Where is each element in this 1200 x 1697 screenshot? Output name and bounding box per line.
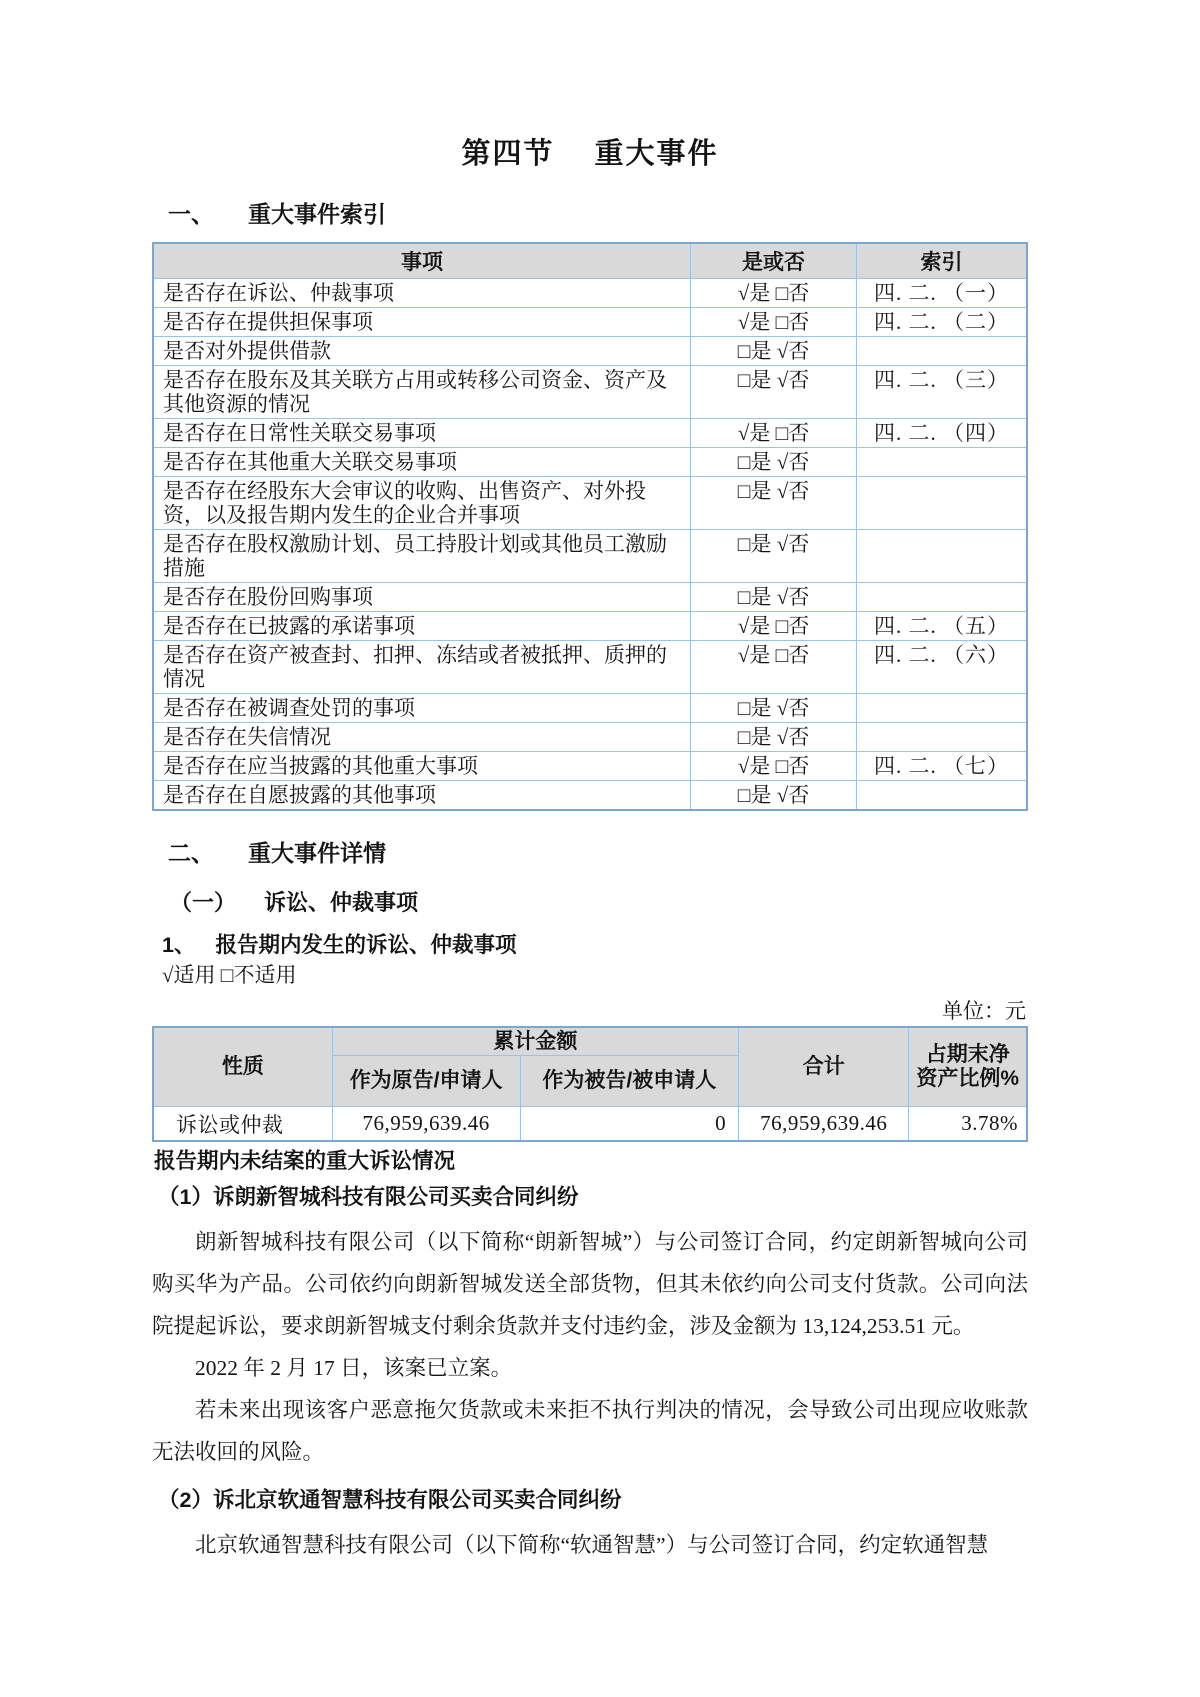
nature-value: 诉讼或仲裁 xyxy=(153,1107,332,1142)
table-row xyxy=(153,583,1027,612)
section-2-title: 重大事件详情 xyxy=(248,840,386,866)
col-header-defendant: 作为被告/被申请人 xyxy=(520,1056,739,1107)
item-1-number: 1、 xyxy=(162,933,196,957)
table-row xyxy=(153,641,1027,694)
amount-table-header-row-1 xyxy=(153,1027,1027,1056)
col-header-total: 合计 xyxy=(739,1027,909,1107)
section-2-number: 二、 xyxy=(168,840,214,866)
yes-no-value: √是 □否 xyxy=(691,279,857,308)
table-row xyxy=(153,694,1027,723)
index-ref: 四. 二. （七） xyxy=(857,752,1027,781)
litigation-amount-table xyxy=(152,1026,1028,1142)
index-ref xyxy=(857,583,1027,612)
applicability-note: √适用 □不适用 xyxy=(162,963,297,987)
yes-no-value: □是 √否 xyxy=(691,366,857,419)
section-2-heading xyxy=(168,838,1028,868)
matter-item: 是否存在诉讼、仲裁事项 xyxy=(153,279,691,308)
col-header-cumulative-amount: 累计金额 xyxy=(332,1027,738,1056)
case-1-paragraph-2: 2022 年 2 月 17 日，该案已立案。 xyxy=(195,1356,513,1380)
yes-no-value: √是 □否 xyxy=(691,752,857,781)
matter-item: 是否存在其他重大关联交易事项 xyxy=(153,448,691,477)
index-ref: 四. 二. （二） xyxy=(857,308,1027,337)
index-ref xyxy=(857,477,1027,530)
page-title-text: 重大事件 xyxy=(594,138,719,170)
index-ref: 四. 二. （六） xyxy=(857,641,1027,694)
yes-no-value: □是 √否 xyxy=(691,337,857,366)
case-2-heading: （2）诉北京软通智慧科技有限公司买卖合同纠纷 xyxy=(158,1488,622,1512)
yes-no-value: □是 √否 xyxy=(691,530,857,583)
index-ref: 四. 二. （三） xyxy=(857,366,1027,419)
section-1-title: 重大事件索引 xyxy=(248,201,386,227)
yes-no-value: □是 √否 xyxy=(691,583,857,612)
matter-item: 是否存在日常性关联交易事项 xyxy=(153,419,691,448)
index-ref xyxy=(857,694,1027,723)
matter-item: 是否存在被调查处罚的事项 xyxy=(153,694,691,723)
index-ref xyxy=(857,448,1027,477)
document-content xyxy=(152,0,1028,1566)
case-1-heading: （1）诉朗新智城科技有限公司买卖合同纠纷 xyxy=(158,1185,579,1209)
col-header-plaintiff: 作为原告/申请人 xyxy=(332,1056,520,1107)
yes-no-value: □是 √否 xyxy=(691,781,857,811)
col-header-index: 索引 xyxy=(857,243,1027,279)
yes-no-value: □是 √否 xyxy=(691,448,857,477)
yes-no-value: □是 √否 xyxy=(691,477,857,530)
case-2-paragraph-1: 北京软通智慧科技有限公司（以下简称“软通智慧”）与公司签订合同，约定软通智慧 xyxy=(195,1533,989,1557)
matter-item: 是否存在股东及其关联方占用或转移公司资金、资产及其他资源的情况 xyxy=(153,366,691,419)
index-ref: 四. 二. （一） xyxy=(857,279,1027,308)
index-ref: 四. 二. （五） xyxy=(857,612,1027,641)
table-row xyxy=(153,366,1027,419)
item-1-title: 报告期内发生的诉讼、仲裁事项 xyxy=(215,933,517,957)
matter-item: 是否存在经股东大会审议的收购、出售资产、对外投资，以及报告期内发生的企业合并事项 xyxy=(153,477,691,530)
matter-item: 是否存在失信情况 xyxy=(153,723,691,752)
section-1-heading xyxy=(168,199,1028,229)
yes-no-value: √是 □否 xyxy=(691,612,857,641)
yes-no-value: □是 √否 xyxy=(691,694,857,723)
table-row xyxy=(153,279,1027,308)
case-1-paragraph-3: 若未来出现该客户恶意拖欠货款或未来拒不执行判决的情况，会导致公司出现应收账款无法收回的风险。 xyxy=(152,1398,1028,1464)
matter-item: 是否存在提供担保事项 xyxy=(153,308,691,337)
yes-no-value: □是 √否 xyxy=(691,723,857,752)
unit-label: 单位：元 xyxy=(942,999,1026,1023)
index-ref xyxy=(857,723,1027,752)
index-table-header-row xyxy=(153,243,1027,279)
subsection-1-number: （一） xyxy=(170,890,237,915)
item-1-heading xyxy=(162,932,1028,959)
case-1-paragraph-1: 朗新智城科技有限公司（以下简称“朗新智城”）与公司签订合同，约定朗新智城向公司购买华为产品。公司依约向朗新智城发送全部货物，但其未依约向公司支付货款。公司向法院提起诉讼，要求朗新智城支付剩余货款并支付违约金，涉及金额为 13,124,253.51 元。 xyxy=(152,1230,1028,1338)
table-row xyxy=(153,419,1027,448)
table-row xyxy=(153,781,1027,811)
table-row xyxy=(153,337,1027,366)
table-row xyxy=(153,723,1027,752)
table-row xyxy=(153,448,1027,477)
yes-no-value: √是 □否 xyxy=(691,641,857,694)
matter-item: 是否存在应当披露的其他重大事项 xyxy=(153,752,691,781)
index-ref xyxy=(857,337,1027,366)
ratio-value: 3.78% xyxy=(909,1107,1027,1142)
index-ref: 四. 二. （四） xyxy=(857,419,1027,448)
table-row xyxy=(153,530,1027,583)
page-title-prefix: 第四节 xyxy=(461,138,555,170)
yes-no-value: √是 □否 xyxy=(691,308,857,337)
matter-item: 是否存在资产被查封、扣押、冻结或者被抵押、质押的情况 xyxy=(153,641,691,694)
matter-item: 是否存在股权激励计划、员工持股计划或其他员工激励措施 xyxy=(153,530,691,583)
table-row xyxy=(153,612,1027,641)
table-row xyxy=(153,308,1027,337)
total-amount: 76,959,639.46 xyxy=(739,1107,909,1142)
subsection-1-title: 诉讼、仲裁事项 xyxy=(264,890,419,915)
page-title xyxy=(152,0,1028,174)
col-header-item: 事项 xyxy=(153,243,691,279)
matter-item: 是否对外提供借款 xyxy=(153,337,691,366)
amount-table-data-row xyxy=(153,1107,1027,1142)
pending-litigation-heading: 报告期内未结案的重大诉讼情况 xyxy=(154,1149,456,1173)
col-header-yes-no: 是或否 xyxy=(691,243,857,279)
subsection-1-heading xyxy=(170,889,1028,917)
section-1-number: 一、 xyxy=(168,201,214,227)
defendant-amount: 0 xyxy=(520,1107,739,1142)
index-ref xyxy=(857,530,1027,583)
matter-item: 是否存在已披露的承诺事项 xyxy=(153,612,691,641)
table-row xyxy=(153,477,1027,530)
matter-item: 是否存在股份回购事项 xyxy=(153,583,691,612)
yes-no-value: √是 □否 xyxy=(691,419,857,448)
col-header-net-asset-ratio: 占期末净资产比例% xyxy=(909,1027,1027,1107)
matter-item: 是否存在自愿披露的其他事项 xyxy=(153,781,691,811)
plaintiff-amount: 76,959,639.46 xyxy=(332,1107,520,1142)
table-row xyxy=(153,752,1027,781)
col-header-nature: 性质 xyxy=(153,1027,332,1107)
major-events-index-table xyxy=(152,242,1028,811)
index-ref xyxy=(857,781,1027,811)
